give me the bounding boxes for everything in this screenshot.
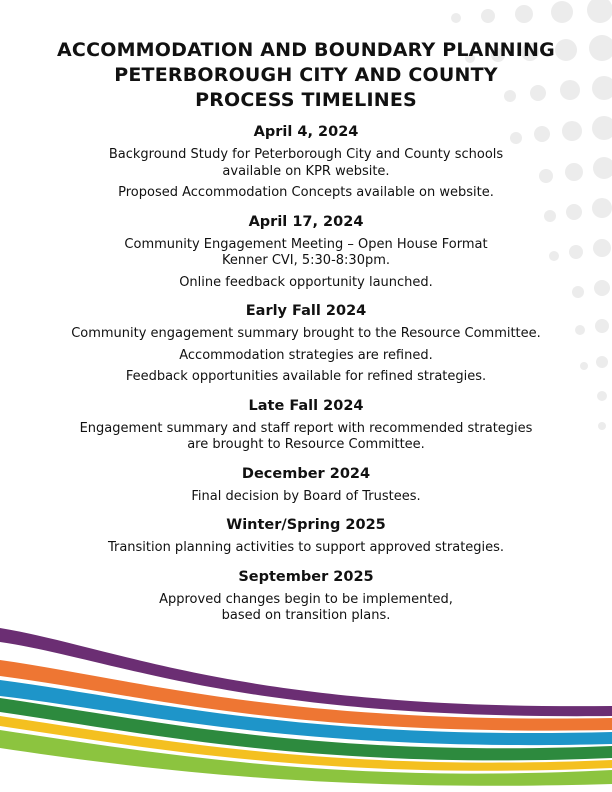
timeline-description: Accommodation strategies are refined. — [179, 347, 433, 363]
timeline-date: September 2025 — [238, 568, 374, 585]
timeline-description: Community engagement summary brought to the Resource Committee. — [71, 326, 541, 341]
timeline-entry-april-4 — [0, 123, 612, 202]
timeline-description: Background Study for Peterborough City and County schools available on KPR website. — [108, 147, 504, 179]
timeline-entry-april-17 — [0, 213, 612, 292]
timeline-description: Proposed Accommodation Concepts available on website. — [118, 185, 494, 200]
timeline-date: April 4, 2024 — [253, 124, 359, 140]
timeline-description: Online feedback opportunity launched. — [179, 274, 433, 290]
timeline-date: April 17, 2024 — [248, 213, 364, 230]
timeline-entry-early-fall-2024 — [0, 302, 612, 386]
timeline-description: Transition planning activities to support approved strategies. — [107, 540, 505, 555]
timeline-entry-december-2024 — [0, 465, 612, 506]
timeline-description: Engagement summary and staff report with recommended strategies are brought to Resource Committee. — [79, 420, 533, 452]
timeline-date: Late Fall 2024 — [248, 397, 364, 414]
timeline-document — [0, 38, 612, 636]
timeline-entry-late-fall-2024 — [0, 397, 612, 454]
timeline-date: Winter/Spring 2025 — [226, 517, 386, 533]
page-title — [0, 38, 612, 113]
timeline-entry-winter-spring-2025 — [0, 516, 612, 557]
timeline-date: December 2024 — [241, 465, 371, 482]
decorative-color-swoosh — [0, 620, 612, 792]
timeline-description: Approved changes begin to be implemented, based on transition plans. — [159, 591, 453, 623]
timeline-entry-september-2025 — [0, 568, 612, 625]
title-line-2: PETERBOROUGH CITY AND COUNTY — [114, 64, 498, 86]
timeline-description: Feedback opportunities available for refined strategies. — [125, 369, 487, 384]
timeline-description: Final decision by Board of Trustees. — [191, 488, 421, 504]
timeline-date: Early Fall 2024 — [245, 303, 367, 319]
timeline-description: Community Engagement Meeting – Open House Format Kenner CVI, 5:30-8:30pm. — [124, 236, 488, 268]
title-line-1: ACCOMMODATION AND BOUNDARY PLANNING — [57, 39, 555, 61]
title-line-3: PROCESS TIMELINES — [195, 89, 417, 111]
